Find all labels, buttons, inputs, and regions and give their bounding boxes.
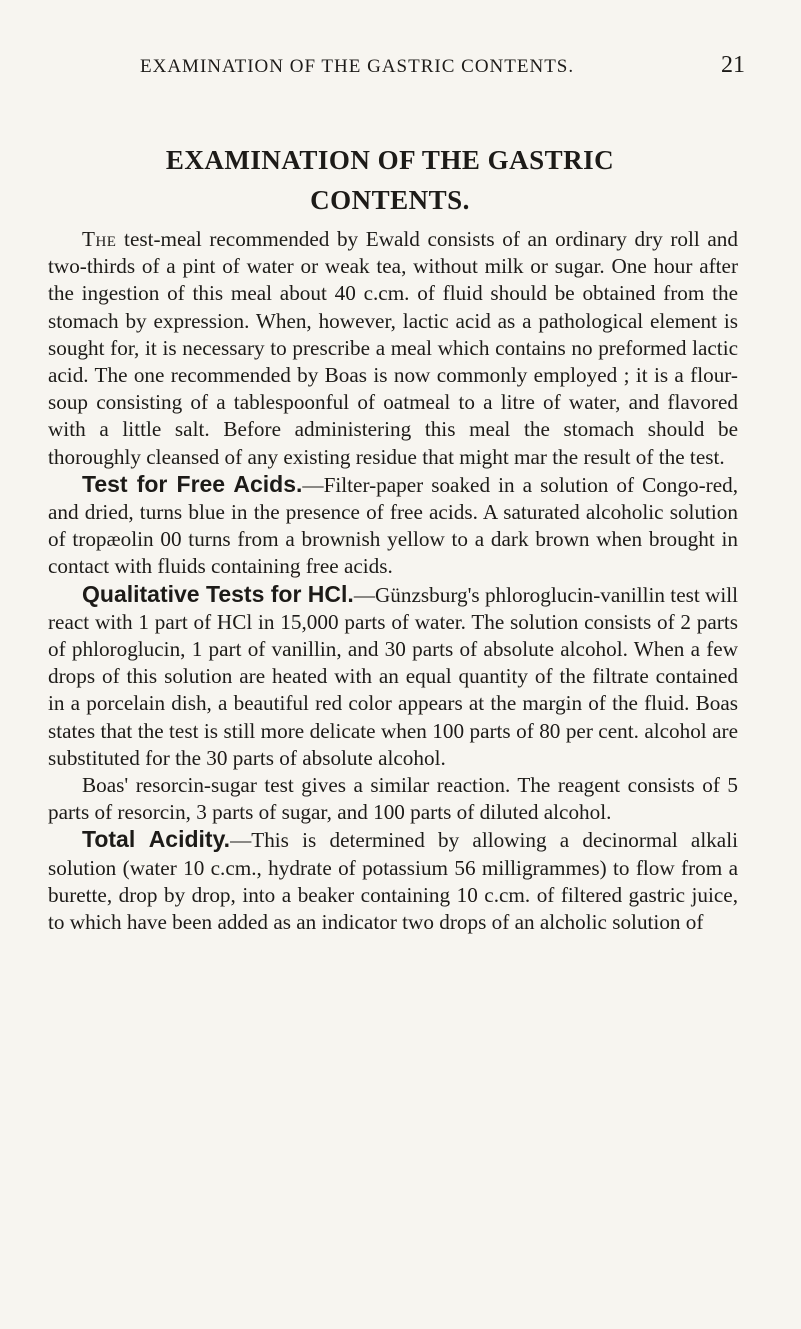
section-heading: Qualitative Tests for HCl. xyxy=(82,580,354,607)
chapter-title-line-1: EXAMINATION OF THE GASTRIC xyxy=(165,145,615,175)
paragraph-text: —This is determined by allowing a decinormal alkali solution (water 10 c.cm., hydrate of potassium 56 milligrammes) to flow from a burette, drop by drop, into a beaker containing 10 c.cm. of filtered gastric juice, to which have been added as an indicator two drops of an alcholic solution of xyxy=(48,828,738,935)
first-word: The xyxy=(82,227,117,251)
paragraph-text: —Günzsburg's phloroglucin-vanillin test will react with 1 part of HCl in 15,000 parts of water. The solution consists of 2 parts of phloroglucin, 1 part of vanillin, and 30 parts of absolute alcohol. When a few drops of this solution are heated with an equal quantity of the filtrate contained in a porcelain dish, a beautiful red color appears at the margin of the fluid. Boas states that the test is still more delicate when 100 parts of 80 per cent. alcohol are substituted for the 30 parts of absolute alcohol. xyxy=(48,582,738,770)
running-head: EXAMINATION OF THE GASTRIC CONTENTS. xyxy=(140,56,575,77)
page-number: 21 xyxy=(721,52,745,78)
paragraph-test-meal xyxy=(48,226,738,471)
paragraph-hcl-tests xyxy=(48,581,738,772)
paragraph-text: test-meal recommended by Ewald consists of an ordinary dry roll and two-thirds of a pint of water or weak tea, without milk or sugar. One hour after the ingestion of this meal about 40 c.cm. of fluid should be obtained from the stomach by expression. When, however, lactic acid as a pathological element is sought for, it is necessary to prescribe a meal which contains no preformed lactic acid. The one recommended by Boas is now commonly employed ; it is a flour-soup consisting of a tablespoonful of oatmeal to a litre of water, and flavored with a little salt. Before administering this meal the stomach should be thoroughly cleansed of any existing residue that might mar the result of the test. xyxy=(48,227,738,469)
chapter-title-line-2: CONTENTS. xyxy=(310,185,470,215)
paragraph-resorcin-test xyxy=(48,772,738,826)
paragraph-text: Boas' resorcin-sugar test gives a similar reaction. The reagent consists of 5 parts of resorcin, 3 parts of sugar, and 100 parts of diluted alcohol. xyxy=(48,773,738,825)
paragraph-text: —Filter-paper soaked in a solution of Congo-red, and dried, turns blue in the presence of free acids. A saturated alcoholic solution of tropæolin 00 turns from a brownish yellow to a dark brown when brought in contact with fluids containing free acids. xyxy=(48,472,738,579)
chapter-title xyxy=(60,140,720,220)
body-text xyxy=(48,226,738,936)
paragraph-total-acidity xyxy=(48,826,738,936)
section-heading: Test for Free Acids. xyxy=(82,470,303,497)
section-heading: Total Acidity. xyxy=(82,826,231,853)
paragraph-free-acids xyxy=(48,471,738,581)
